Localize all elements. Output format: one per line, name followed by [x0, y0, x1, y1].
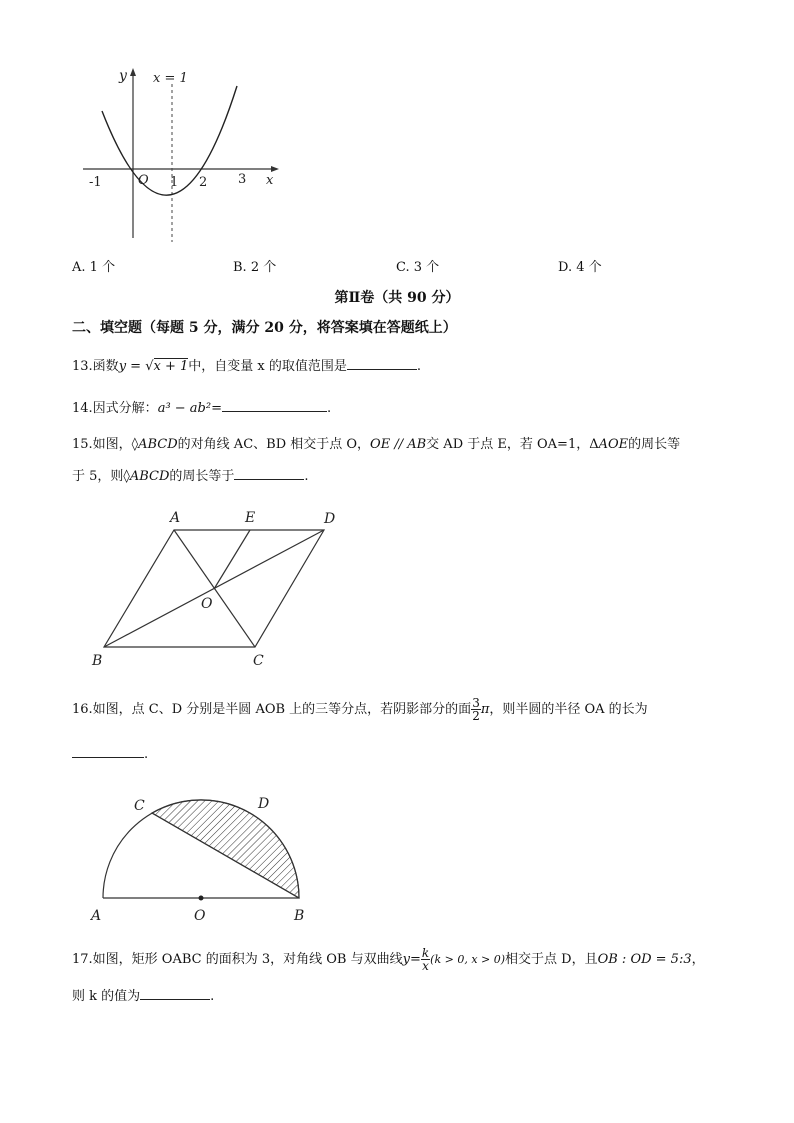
q17-mid: 相交于点 D，且	[505, 952, 598, 967]
q14-answer-blank[interactable]	[222, 399, 327, 412]
option-d-text: 4 个	[576, 260, 602, 275]
shaded-region	[152, 800, 299, 898]
question-16	[72, 697, 648, 722]
parallelogram-figure	[88, 505, 348, 670]
option-a[interactable]	[72, 256, 115, 275]
q16-frac-den: 2	[472, 709, 480, 723]
option-d[interactable]	[558, 256, 602, 275]
q13-y: y	[118, 359, 127, 374]
q17-prefix: 17.如图，矩形 OABC 的面积为 3，对角线 OB 与双曲线	[72, 952, 403, 967]
q17-ratio: OB : OD = 5:3	[597, 952, 692, 967]
question-17	[72, 947, 705, 972]
origin-label: O	[138, 173, 149, 188]
question-17-line2	[72, 985, 214, 1004]
tick-label-3: 3	[238, 172, 247, 187]
section-heading: 二、填空题（每题 5 分，满分 20 分，将答案填在答题纸上）	[72, 320, 457, 336]
tick-label-2: 2	[199, 175, 208, 190]
section-title: 第Ⅱ卷（共 90 分）	[334, 290, 460, 306]
q15-line1-d: 的周长等	[628, 437, 681, 452]
q16-pi: π	[480, 702, 490, 717]
vertex-b-label: B	[92, 653, 103, 669]
q15-line1-c: 交 AD 于点 E，若 OA=1，Δ	[426, 437, 599, 452]
q15-line2-a: 于 5，则◊	[72, 469, 130, 484]
y-axis-label: y	[119, 68, 127, 84]
q17-answer-blank[interactable]	[140, 987, 210, 1000]
q17-y: y	[402, 952, 410, 967]
q16-end: .	[144, 747, 149, 762]
vertex-a-label: A	[170, 510, 181, 526]
question-13	[72, 355, 421, 374]
q15-end: .	[304, 469, 309, 484]
q13-sqrt-content: x + 1	[153, 359, 189, 374]
question-14	[72, 397, 331, 416]
q14-prefix: 14.因式分解：	[72, 401, 158, 416]
q13-end: .	[416, 359, 422, 374]
question-16-blank-line	[72, 745, 148, 762]
q13-answer-blank[interactable]	[347, 357, 417, 370]
q16-suffix: ，则半圆的半径 OA 的长为	[489, 702, 648, 717]
point-o-label: O	[201, 596, 213, 612]
sqrt-sign: √	[145, 359, 154, 374]
q17-fraction	[421, 947, 430, 972]
q17-end2: .	[210, 989, 215, 1004]
semicircle-figure	[88, 790, 320, 925]
q13-suffix: 中，自变量 x 的取值范围是	[188, 359, 347, 374]
q13-eq: =	[126, 359, 146, 374]
point-d-label: D	[258, 796, 270, 812]
q15-abcd: ABCD	[138, 437, 178, 452]
point-b-label: B	[294, 908, 305, 924]
x-axis-arrow	[271, 166, 279, 172]
point-e-label: E	[245, 510, 256, 526]
q13-prefix: 13.函数	[72, 359, 119, 374]
q17-frac-x: x	[422, 959, 429, 973]
question-15-line1	[72, 433, 680, 452]
q17-line2: 则 k 的值为	[72, 989, 141, 1004]
q17-frac-k: k	[421, 946, 430, 960]
option-b-text: 2 个	[250, 260, 277, 275]
q17-eq: =	[409, 952, 421, 967]
tick-label-neg1: -1	[89, 175, 102, 190]
question-15-line2	[72, 465, 309, 484]
tick-label-1: 1	[170, 175, 179, 190]
option-c-letter: C.	[396, 260, 410, 275]
q16-answer-blank[interactable]	[72, 745, 144, 758]
point-c-label: C	[134, 798, 145, 814]
q15-abcd-2: ABCD	[129, 469, 170, 484]
option-a-letter: A.	[72, 260, 86, 275]
y-axis-arrow	[130, 68, 136, 76]
option-d-letter: D.	[558, 260, 573, 275]
x-axis-label: x	[266, 173, 274, 188]
q15-line1-b: 的对角线 AC、BD 相交于点 O，	[177, 437, 371, 452]
option-a-text: 1 个	[89, 260, 116, 275]
q17-end: ，	[691, 952, 705, 967]
q14-end: .	[327, 401, 332, 416]
axis-line-label: x = 1	[153, 71, 188, 86]
q15-line2-b: 的周长等于	[169, 469, 235, 484]
segment-oe	[214, 530, 250, 589]
q16-prefix: 16.如图，点 C、D 分别是半圆 AOB 上的三等分点，若阴影部分的面	[72, 702, 472, 717]
parabola-graph	[75, 66, 285, 246]
option-c[interactable]	[396, 256, 439, 275]
q15-line1-a: 15.如图，◊	[72, 437, 139, 452]
q15-oe-ab: OE // AB	[370, 437, 427, 452]
q15-answer-blank[interactable]	[234, 467, 304, 480]
option-c-text: 3 个	[413, 260, 440, 275]
q14-eq: =	[211, 401, 222, 416]
q15-aoe: AOE	[598, 437, 629, 452]
point-o-label: O	[194, 908, 206, 924]
point-a-label: A	[91, 908, 102, 924]
q14-formula: a³ − ab²	[157, 401, 212, 416]
center-dot	[199, 896, 204, 901]
q16-fraction	[471, 697, 481, 722]
vertex-c-label: C	[253, 653, 264, 669]
option-b[interactable]	[233, 256, 276, 275]
q17-condition: (k > 0, x > 0)	[430, 953, 506, 966]
q16-frac-num: 3	[472, 696, 480, 710]
vertex-d-label: D	[324, 511, 336, 527]
option-b-letter: B.	[233, 260, 247, 275]
